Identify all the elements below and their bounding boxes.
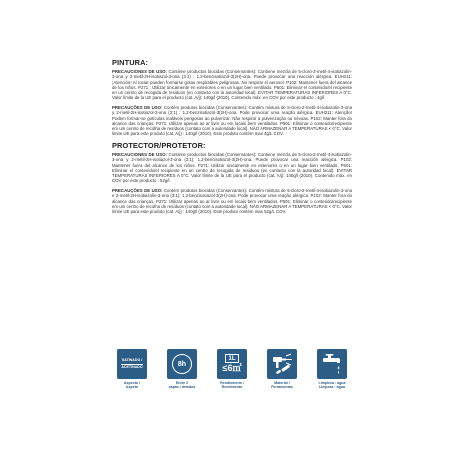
caption-line: Rendimiento / [220,381,244,385]
coverage-area: ≤6㎡ [222,363,242,373]
drying-time-icon [167,349,197,379]
caption-line: Ferramentas [271,385,293,390]
caption-line: Limpeza : água [319,385,345,390]
caption-line: Material / [274,381,290,385]
icon-group-finish [112,349,152,389]
icon-group-tools [262,349,302,389]
paragraph-text: Contiene productos biocidas (Conservantes): Contiene mezcla de 5-cloro-2-metil-4-isotiazolin-3-ona y 2-metil-2H-isotiazol-3-ona (3:1) ; 1,2-bencisotiazol-3(2H)-ona. Puede provocar una reacción alérgica. EUH211: ¡Atención! Al rociar pueden formarse gotas respirables peligrosas. No respirar el aerosol. P102: Mantener fuera del alcance de los niños. P271 : Utilizar únicamente en exteriores o en un lugar bien ventilado. P501: Eliminar el contenido/el recipiente en un centro de recogida de residuos (en contacto con la autoridad local). EVITAR TEMPERATURAS INFERIORES A 0°C. Valor límite de la UE para el producto (cat. A/j): 140g/l (2010). Contenido máx. en COV por este producto : 4g/l. [112,69,352,101]
paragraph-lead: PRECAUCIONES DE USO: [112,152,167,157]
drying-time-value: 8h [177,360,187,368]
clock-circle [172,354,192,374]
faucet-icon [320,352,344,376]
icon-group-cleaning [312,349,352,389]
icon-caption-tools [271,381,293,389]
icon-caption-drying [169,381,196,389]
paragraph-pt-paint [112,105,352,137]
caption-line: Aspecto / [123,381,141,385]
icon-caption-cleaning [319,381,346,389]
icon-group-coverage [212,349,252,389]
icon-caption-finish [124,381,140,389]
paragraph-text: Contiene productos biocidas (Conservantes): Contiene mezcla de 5-cloro-2-metil-4-isotiazolin-3-ona y 2-metil-2H-isotiazol-3-ona (3:1); 1,2-bencisotiazol-3(2H)-ona. Puede provocar una reacción alérgica. P102: Mantener fuera del alcance de los niños. P271: Utilizar únicamente en exteriores o en un lugar bien ventilado. P501: Eliminar el contenido/el recipiente en un centro de recogida de residuos (en contacto con la autoridad local). EVITAR TEMPERATURAS INFERIORES A 0°C. Valor límite de la UE para el producto (cat. A/j): 140g/l (2010). Contenido máx. en COV por este producto : 52g/l. [112,152,352,184]
paragraph-lead: PRECAUÇÕES DE USO: [112,188,163,193]
water-tap-icon [317,349,347,379]
info-icons-row [112,349,352,389]
paragraph-pt-protector [112,188,352,214]
document-body [112,58,352,219]
icon-group-drying [162,349,202,389]
paragraph-text: Contém produtos biocidas (Conservantes): Contém mistura de 5-cloro-2-metil-4-isotiazolin-3-ona y 2-metil-2H-isotiazol-3-ona (3:1) ; 1,2-benzisotiazol-3(2H)-ona. Pode provocar uma reação alérgica. EUH211: Atenção! Podem formar-se gotículas inaláveis perigosas ao pulverizar. Não respirar a pulverização ou névoas. P102: Manter fora do alcance das crianças. P271: Utilizar apenas ao ar livre ou em locais bem ventilados. P501: Eliminar o conteúdo/recipiente em um centro de recolha de resíduos (contato com a autoridade local). NÃO ARMAZENAR A TEMPERATURAS < 0°C. Valor limite UE para este produto (cat. A/j) : 140g/l (2010). Este produto contém max 4g/L COV. [112,105,352,137]
caption-line: Entre 2 [175,381,189,385]
caption-line: Limpieza : agua [318,381,346,385]
section-title-paint: PINTURA: [112,58,149,67]
tools-icon [270,352,294,376]
satin-label-2: ACETINADO [121,365,143,370]
section-protector [112,141,352,214]
section-paint [112,58,352,137]
coverage-icon [217,349,247,379]
spray-gun-icon [267,349,297,379]
satin-finish-icon [117,349,147,379]
section-title-protector: PROTECTOR/PROTETOR: [112,141,206,150]
paragraph-lead: PRECAUÇÕES DE USO: [112,105,163,110]
coverage-volume: 1L [225,354,239,363]
divider [121,364,143,365]
icon-caption-coverage [220,381,244,389]
paragraph-es-paint [112,69,352,101]
satin-label-1: SATINADO / [121,358,143,363]
paragraph-es-protector [112,152,352,184]
caption-line: Aspeto [125,385,139,390]
paragraph-text: Contém produtos biocidas (Conservantes): Contém mistura de 5-cloro-2-metil-4-isotiazolin-3-ona e 2-metil-2H-isotiazolin-3-ona (3:1); 1,2-benzisotiazol-3(2H)-ona. Pode provocar uma reação alérgica. P102: Manter fora do alcance das crianças. P271: Utilizar apenas ao ar livre ou em locais bem ventilados. P501: Eliminar o conteúdo/recipiente em um centro de recolha de resíduos (contato com a autoridade local). NÃO ARMAZENAR A TEMPERATURAS < 0°C. Valor limite UE para este produto (cat. A/j) : 140g/l (2010). Este produto contém max 52g/L COV. [112,188,352,214]
caption-line: Rendimento [221,385,243,390]
caption-line: capas / demãos [168,385,196,390]
paragraph-lead: PRECAUCIONES DE USO: [112,69,167,74]
